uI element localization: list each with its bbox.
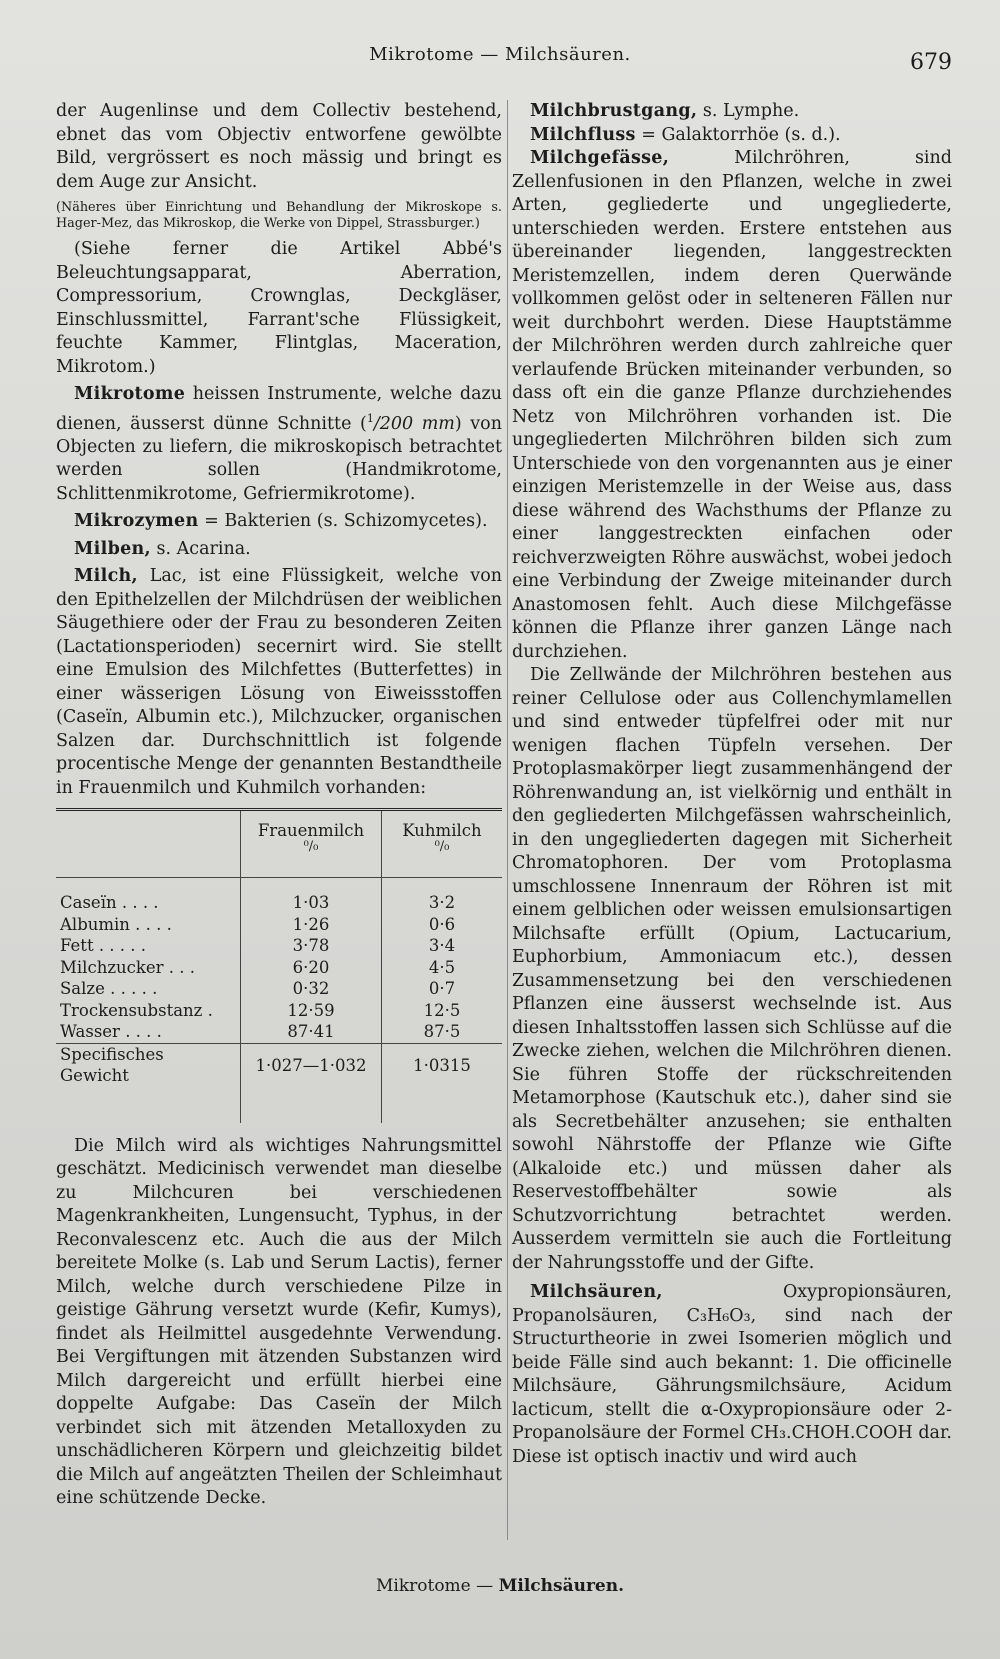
footer-right: Milchsäuren. [498,1576,625,1596]
headword-mikrozymen: Mikrozymen [74,511,199,532]
row-item: Specifisches Gewicht [56,1043,241,1087]
row-kuhmilch: 12·5 [423,1000,461,1020]
table-row-specific-gravity [56,1043,502,1087]
row-kuhmilch: 3·2 [428,893,456,913]
paragraph-zellwaende: Die Zellwände der Milchröhren bestehen aus reiner Cellulose oder aus Collenchymlamellen und sind entweder tüpfelfrei oder mit nur wenigen flachen Tüpfeln versehen. Der Protoplasmakörper liegt zusammenhängend der Röhrenwandung an, ist vielkörnig und enthält in den gegliederten Milchgefässen wahrscheinlich, in den ungegliederten dagegen mit Sicherheit Chromatophoren. Der vom Protoplasma umschlossene Innenraum der Röhren ist mit einem gelblichen oder weissen emulsionsartigen Milchsafte erfüllt (Opium, Lactucarium, Euphorbium, Ammoniacum etc.), dessen Zusammensetzung bei den verschiedenen Pflanzen eine äusserst wechselnde ist. Aus diesen Inhaltsstoffen lassen sich Schlüsse auf die Zwecke ziehen, welchen die Milchröhren dienen. Sie führen Stoffe der rückschreitenden Metamorphose (Kautschuk etc.), daher sind sie als Secretbehälter anzusehen; sie enthalten sowohl Nährstoffe der Pflanze wie Gifte (Alkaloide etc.) und müssen daher als Reservestoffbehälter sowie als Schutzvorrichtung betrachtet werden. Ausserdem vermitteln sie auch die Fortleitung der Nahrungsstoffe und der Gifte. [512,665,952,1273]
paragraph-milch-use: Die Milch wird als wichtiges Nahrungsmittel geschätzt. Medicinisch verwendet man dieselbe zu Milchcuren bei verschiedenen Magenkrankheiten, Lungensucht, Typhus, in der Reconvalescenz etc. Auch die aus der Milch bereitete Molke (s. Lab und Serum Lactis), ferner Milch, welche durch verschiedene Pilze in geistige Gährung versetzt wurde (Kefir, Kumys), findet als Heilmittel ausgedehnte Verwendung. Bei Vergiftungen mit ätzenden Substanzen wird Milch dargereicht und erfüllt hierbei eine doppelte Aufgabe: Das Caseïn der Milch verbindet sich mit ätzenden Metalloxyden zu unschädlicheren Körpern und gleichzeitig bildet die Milch auf angeätzten Theilen der Schleimhaut eine schützende Decke. [56,1135,502,1509]
table-header-frauenmilch [241,810,382,878]
table-row [56,978,502,1000]
table-row [56,878,502,914]
entry-milchsaeuren-text: Oxypropionsäuren, Propanolsäuren, C₃H₆O₃, sind nach der Structurtheorie in zwei Isomerien möglich und beide Fälle sind auch bekannt: 1. Die officinelle Milchsäure, Gährungsmilchsäure, Acidum lacticum, stellt die α-Oxypropionsäure oder 2-Propanolsäure der Formel CH₃.CHOH.COOH dar. Diese ist optisch inactiv und wird auch [512,1282,952,1467]
fraction-denominator: /200 mm [373,413,455,434]
running-footer [0,1576,1000,1596]
entry-mikrotome-text-a: heissen Instrumente, welche dazu dienen, äusserst dünne Schnitte ( [56,384,502,434]
page-number: 679 [910,50,952,75]
row-item: Albumin . . . . [56,914,241,936]
row-frauenmilch: 1·26 [241,914,382,936]
entry-mikrotome [56,383,502,506]
entry-milben-text: s. Acarina. [150,538,251,559]
entry-milchgefaesse [512,147,952,664]
row-frauenmilch: 6·20 [241,957,382,979]
entry-milchgefaesse-text: Milchröhren, sind Zellenfusionen in den Pflanzen, welche in zwei Arten, gegliederte und ungegliederte, unterschieden werden. Erstere entstehen aus übereinander liegenden, langgestreckten Meristemzellen, indem deren Querwände vollkommen gelöst oder in selteneren Fällen nur weit durchbohrt werden. Diese Hauptstämme der Milchröhren werden durch zahlreiche quer verlaufende Brücken miteinander verbunden, so dass oft ein die ganze Pflanze durchziehendes Netz von Milchröhren vorhanden ist. Die ungegliederten Milchröhren bilden sich zum Unterschiede von den vorgenannten aus je einer einzigen Meristemzelle in der Weise aus, dass diese während des Wachsthums der Pflanze zu einer langgestreckten einfachen oder reichverzweigten Röhre auswächst, wobei jedoch eine Verbindung der Zweige miteinander durch Anastomosen fehlt. Auch diese Milchgefässe können die Pflanze ihrer ganzen Länge nach durchziehen. [512,148,952,662]
row-frauenmilch: 12·59 [241,1000,382,1022]
table-spacer-row [56,1087,502,1123]
paragraph-see-also: (Siehe ferner die Artikel Abbé's Beleuchtungsapparat, Aberration, Compressorium, Crownglas, Deckgläser, Einschlussmittel, Farrant'sche Flüssigkeit, feuchte Kammer, Flintglas, Maceration, Mikrotom.) [56,239,502,377]
entry-milchbrustgang-text: s. Lymphe. [697,101,800,121]
row-frauenmilch: 87·41 [241,1021,382,1043]
row-kuhmilch: 4·5 [428,957,456,977]
entry-mikrotome-text-b: ) von Objecten zu liefern, die mikroskopisch betrachtet werden sollen (Handmikrotome, Schlittenmikrotome, Gefriermikrotome). [56,413,502,504]
row-item: Milchzucker . . . [56,957,241,979]
entry-milchsaeuren [512,1281,952,1469]
table-row [56,914,502,936]
headword-milchgefaesse: Milchgefässe, [530,148,670,168]
column-divider [507,100,508,1540]
table-row [56,957,502,979]
milk-composition-table [56,808,502,1123]
entry-milchbrustgang [512,100,952,124]
row-frauenmilch: 1·03 [241,878,382,914]
entry-milchfluss-text: = Galaktorrhöe (s. d.). [635,124,841,145]
table-header-kuhmilch [382,810,503,878]
running-title: Mikrotome — Milchsäuren. [369,44,631,65]
headword-milchfluss: Milchfluss [530,124,636,145]
entry-milch [56,565,502,800]
row-frauenmilch: 3·78 [241,935,382,957]
row-frauenmilch: 1·027—1·032 [241,1043,382,1087]
row-item: Caseïn . . . . [56,878,241,914]
headword-mikrotome: Mikrotome [74,384,186,404]
row-kuhmilch: 87·5 [423,1022,461,1042]
entry-milch-text: Lac, ist eine Flüssigkeit, welche von den Epithelzellen der Milchdrüsen der weiblichen Säugethiere oder der Frau zu besonderen Zeiten (Lactationsperioden) secernirt wird. Sie stellt eine Emulsion des Milchfettes (Butterfettes) in einer wässerigen Lösung von Eiweissstoffen (Caseïn, Albumin etc.), Milchzucker, organischen Salzen dar. Durchschnittlich ist folgende procentische Menge der genannten Bestandtheile in Frauenmilch und Kuhmilch vorhanden: [56,566,502,798]
headword-milch: Milch, [74,566,138,587]
headword-milben: Milben, [74,538,151,559]
entry-milchfluss [512,124,952,148]
table-row [56,1000,502,1022]
header-frauenmilch-label: Frauenmilch [257,821,365,841]
note-literature: (Näheres über Einrichtung und Behandlung der Mikroskope s. Hager-Mez, das Mikroskop, die Werke von Dippel, Strassburger.) [56,200,502,231]
row-item: Salze . . . . . [56,978,241,1000]
header-kuhmilch-label: Kuhmilch [402,821,482,841]
row-kuhmilch: 3·4 [428,936,456,956]
left-column [56,100,502,1511]
header-frauenmilch-unit: ⁰/₀ [303,839,319,855]
table-row [56,935,502,957]
headword-milchsaeuren: Milchsäuren, [530,1282,663,1302]
footer-left: Mikrotome — [375,1576,494,1596]
entry-mikrozymen [56,510,502,534]
headword-milchbrustgang: Milchbrustgang, [530,101,698,121]
row-item: Trockensubstanz . [56,1000,241,1022]
row-kuhmilch: 0·7 [428,979,456,999]
entry-mikrozymen-text: = Bakterien (s. Schizomycetes). [198,511,488,532]
row-item: Fett . . . . . [56,935,241,957]
row-frauenmilch: 0·32 [241,978,382,1000]
row-kuhmilch: 0·6 [428,914,456,934]
table-row [56,1021,502,1043]
fraction-numerator: 1 [366,411,374,425]
table-header-item [56,810,241,878]
entry-milben [56,538,502,562]
row-item: Wasser . . . . [56,1021,241,1043]
table-header-row [56,810,502,878]
row-kuhmilch: 1·0315 [382,1043,503,1087]
paragraph-augenlinse: der Augenlinse und dem Collectiv bestehend, ebnet das vom Objectiv entworfene gewölbte Bild, vergrössert es noch mässig und bringt es dem Auge zur Ansicht. [56,101,502,192]
header-kuhmilch-unit: ⁰/₀ [434,839,450,855]
right-column [512,100,952,1469]
